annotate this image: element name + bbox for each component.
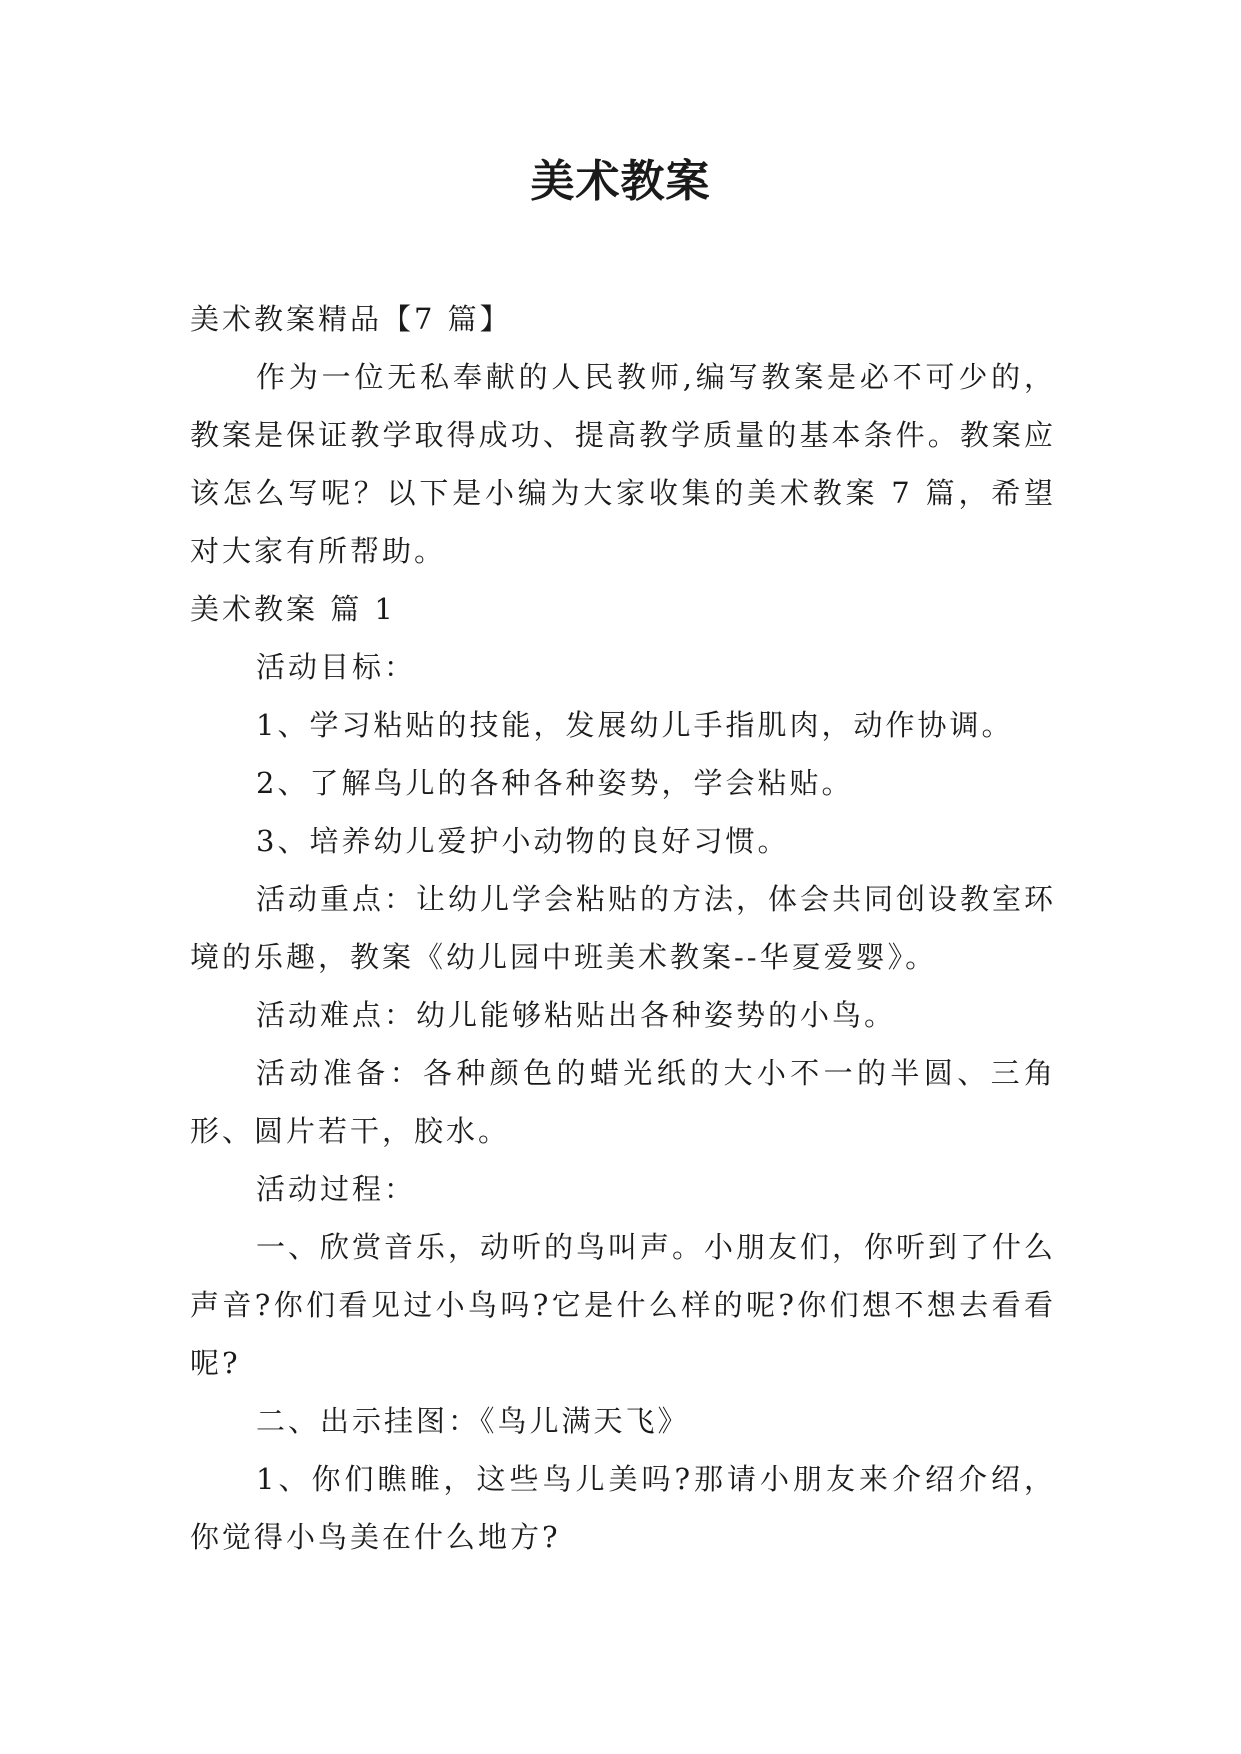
- document-body: [190, 290, 1056, 1566]
- key-points-paragraph: 活动重点：让幼儿学会粘贴的方法，体会共同创设教室环境的乐趣，教案《幼儿园中班美术教案--华夏爱婴》。: [190, 882, 1057, 974]
- intro-paragraph: 作为一位无私奉献的人民教师,编写教案是必不可少的，教案是保证教学取得成功、提高教学质量的基本条件。教案应该怎么写呢？以下是小编为大家收集的美术教案 7 篇，希望对大家有所帮助。: [190, 360, 1056, 568]
- objectives-label: 活动目标：: [256, 650, 417, 684]
- preparation-paragraph: 活动准备：各种颜色的蜡光纸的大小不一的半圆、三角形、圆片若干，胶水。: [190, 1056, 1056, 1148]
- difficulty-paragraph: 活动难点：幼儿能够粘贴出各种姿势的小鸟。: [256, 998, 897, 1032]
- process-label: 活动过程：: [256, 1172, 417, 1206]
- process-step-paragraph: 一、欣赏音乐，动听的鸟叫声。小朋友们，你听到了什么声音?你们看见过小鸟吗?它是什么样的呢?你们想不想去看看呢?: [190, 1230, 1057, 1380]
- document-title: 美术教案: [530, 156, 711, 207]
- process-step-paragraph: 1、你们瞧睢，这些鸟儿美吗?那请小朋友来介绍介绍，你觉得小鸟美在什么地方?: [190, 1462, 1056, 1554]
- process-step-paragraph: 二、出示挂图：《鸟儿满天飞》: [256, 1404, 690, 1438]
- objective-item: 1、学习粘贴的技能，发展幼儿手指肌肉，动作协调。: [256, 708, 1014, 742]
- section-heading: 美术教案 篇 1: [190, 592, 396, 626]
- subtitle-paragraph: 美术教案精品【7 篇】: [190, 302, 512, 336]
- objective-item: 3、培养幼儿爱护小动物的良好习惯。: [256, 824, 790, 858]
- objective-item: 2、了解鸟儿的各种各种姿势，学会粘贴。: [256, 766, 854, 800]
